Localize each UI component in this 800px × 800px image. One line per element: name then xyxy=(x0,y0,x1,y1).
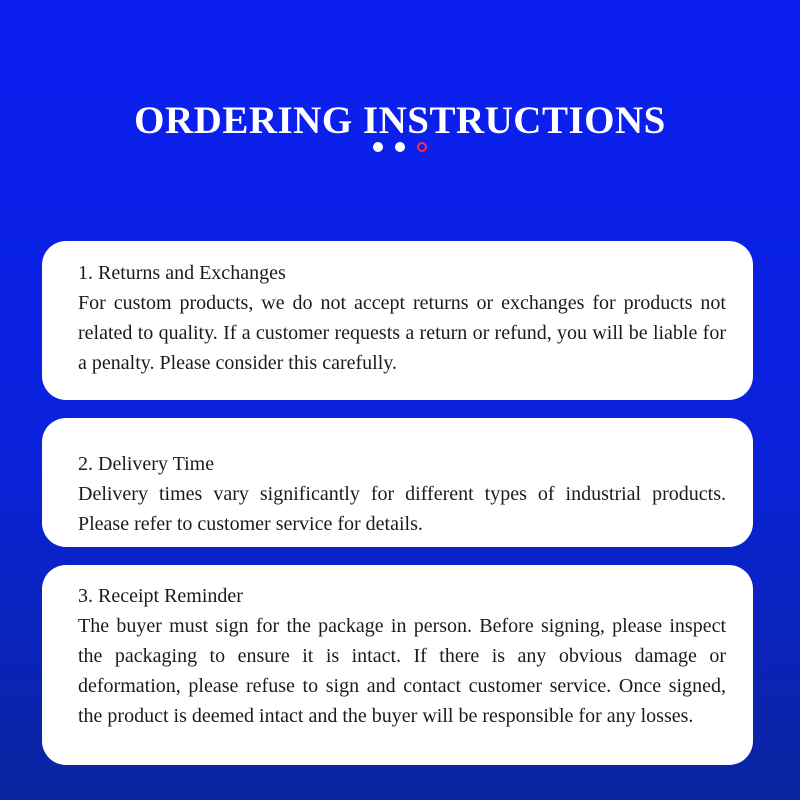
section-body: The buyer must sign for the package in person. Before signing, please inspect the packaging to ensure it is intact. If there is any obvious damage or deformation, please refuse to sign and contact customer service. Once signed, the product is deemed intact and the buyer will be responsible for any losses. xyxy=(78,615,726,727)
indicator-dot-2 xyxy=(395,142,405,152)
section-body: For custom products, we do not accept returns or exchanges for products not related to quality. If a customer requests a return or refund, you will be liable for a penalty. Please consider this carefully. xyxy=(78,292,726,374)
page-title: ORDERING INSTRUCTIONS xyxy=(134,99,666,143)
page-indicator xyxy=(0,142,800,152)
returns-exchanges-card xyxy=(42,241,753,400)
receipt-reminder-card xyxy=(42,565,753,765)
section-title: 2. Delivery Time xyxy=(78,453,215,475)
section-body: Delivery times vary significantly for different types of industrial products. Please refer to customer service for details. xyxy=(78,483,726,535)
delivery-time-card xyxy=(42,418,753,547)
indicator-dot-1 xyxy=(373,142,383,152)
section-title: 3. Receipt Reminder xyxy=(78,585,243,607)
section-title: 1. Returns and Exchanges xyxy=(78,262,286,284)
indicator-dot-3-active xyxy=(417,142,427,152)
